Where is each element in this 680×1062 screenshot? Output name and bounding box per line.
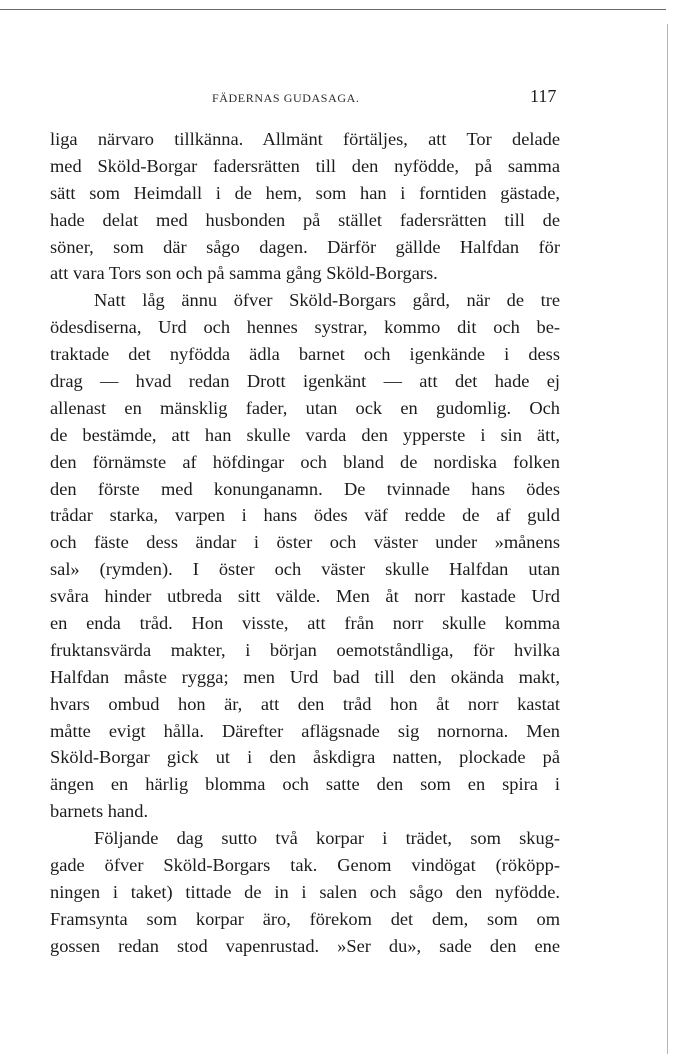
text-line: den förste med konunganamn. De tvinnade hans ödes <box>50 478 560 499</box>
top-rule <box>0 9 666 10</box>
text-line: Följande dag sutto två korpar i trädet, som skug- <box>94 828 560 849</box>
text-line: trådar starka, varpen i hans ödes väf redde de af guld <box>50 505 560 526</box>
text-line: svåra hinder utbreda sitt välde. Men åt norr kastade Urd <box>50 586 560 607</box>
text-line: gade öfver Sköld-Borgars tak. Genom vindögat (rököpp- <box>50 855 560 876</box>
paragraph-1 <box>50 126 560 287</box>
paragraph-3 <box>50 825 560 959</box>
text-line: Halfdan måste rygga; men Urd bad till den okända makt, <box>50 666 560 687</box>
text-line: ängen en härlig blomma och satte den som en spira i <box>50 774 560 795</box>
text-line: sal» (rymden). I öster och väster skulle Halfdan utan <box>50 559 560 580</box>
text-line: ödesdiserna, Urd och hennes systrar, kommo dit och be- <box>50 317 560 338</box>
text-line: och fäste dess ändar i öster och väster under »månens <box>50 532 560 553</box>
text-line: Natt låg ännu öfver Sköld-Borgars gård, när de tre <box>94 290 560 311</box>
running-title: FÄDERNAS GUDASAGA. <box>212 91 360 105</box>
body-text <box>50 126 560 960</box>
page-number: 117 <box>530 86 557 106</box>
text-line: måtte evigt hålla. Därefter aflägsnade sig nornorna. Men <box>50 720 560 741</box>
page-edge-line <box>667 24 668 1054</box>
text-line: den förnämste af höfdingar och bland de nordiska folken <box>50 451 560 472</box>
text-line: söner, som där sågo dagen. Därför gällde Halfdan för <box>50 236 560 257</box>
text-line: de bestämde, att han skulle varda den ypperste i sin ätt, <box>50 424 560 445</box>
text-line: Framsynta som korpar äro, förekom det dem, som om <box>50 908 560 929</box>
text-line: allenast en mänsklig fader, utan ock en gudomlig. Och <box>50 397 560 418</box>
text-line: med Sköld-Borgar fadersrätten till den nyfödde, på samma <box>50 155 560 176</box>
text-line: barnets hand. <box>50 801 149 822</box>
text-line: Sköld-Borgar gick ut i den åskdigra natten, plockade på <box>50 747 560 768</box>
text-line: hvars ombud hon är, att den tråd hon åt norr kastat <box>50 693 560 714</box>
paragraph-2 <box>50 287 560 825</box>
text-line: att vara Tors son och på samma gång Sköld-Borgars. <box>50 263 438 284</box>
text-line: hade delat med husbonden på stället fadersrätten till de <box>50 209 560 230</box>
text-line: en enda tråd. Hon visste, att från norr skulle komma <box>50 613 560 634</box>
text-line: ningen i taket) tittade de in i salen och sågo den nyfödde. <box>50 881 560 902</box>
text-line: traktade det nyfödda ädla barnet och igenkände i dess <box>50 344 560 365</box>
text-line: fruktansvärda makter, i början oemotståndliga, för hvilka <box>50 639 560 660</box>
text-line: drag — hvad redan Drott igenkänt — att det hade ej <box>50 371 560 392</box>
text-line: gossen redan stod vapenrustad. »Ser du», sade den ene <box>50 935 560 956</box>
text-line: liga närvaro tillkänna. Allmänt förtäljes, att Tor delade <box>50 129 560 149</box>
text-line: sätt som Heimdall i de hem, som han i forntiden gästade, <box>50 182 560 203</box>
